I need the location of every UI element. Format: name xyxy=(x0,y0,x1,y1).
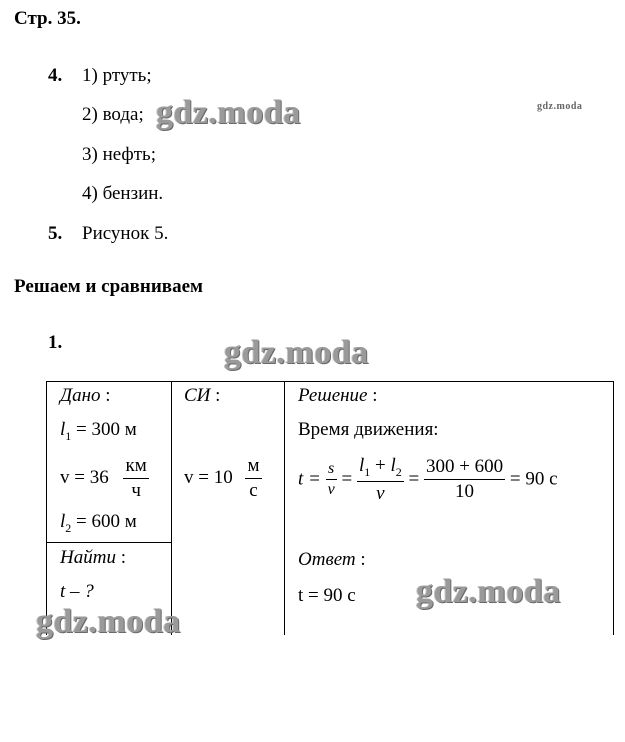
task-4-item-3: 3) нефть; xyxy=(82,144,156,165)
table-divider-horizontal xyxy=(46,542,172,543)
table-border-top xyxy=(46,381,614,382)
task-4-number: 4. xyxy=(48,65,63,86)
solution-formula: t = $\frac{s}{v}$ = $\frac{l_1 + l_2}{v}$ = $\frac{300 + 600}{10}$ = 90 с xyxy=(298,455,558,504)
watermark: gdz.moda xyxy=(36,603,181,640)
given-l2: $l_2 = 600$ м xyxy=(60,511,137,535)
table-divider-1 xyxy=(171,381,172,635)
task-4-item-2: 2) вода; xyxy=(82,104,144,125)
task-4-item-1: 1) ртуть; xyxy=(82,65,152,86)
table-border-right xyxy=(613,381,614,635)
watermark-small: gdz.moda xyxy=(537,101,583,112)
si-header: СИ : xyxy=(184,385,221,406)
find-question: t – ? xyxy=(60,581,94,602)
given-speed: v = 36 $\frac{км}{ч}$ xyxy=(60,455,147,501)
task-1-number: 1. xyxy=(48,332,63,353)
solution-header: Решение : xyxy=(298,385,378,406)
section-title: Решаем и сравниваем xyxy=(14,276,203,297)
answer-header: Ответ : xyxy=(298,549,366,570)
table-border-left xyxy=(46,381,47,635)
solution-line-1: Время движения: xyxy=(298,419,439,440)
watermark: gdz.moda xyxy=(416,573,561,610)
given-l1: $l_1 = 300$ м xyxy=(60,419,137,443)
page-label: Стр. 35. xyxy=(14,8,81,29)
task-4-item-4: 4) бензин. xyxy=(82,183,164,204)
given-header: Дано : xyxy=(60,385,111,406)
si-speed: v = 10 $\frac{м}{с}$ xyxy=(184,455,260,501)
task-5-number: 5. xyxy=(48,223,63,244)
table-divider-2 xyxy=(284,381,285,635)
answer-value: t = 90 с xyxy=(298,585,356,606)
watermark: gdz.moda xyxy=(224,334,369,371)
watermark: gdz.moda xyxy=(156,94,301,131)
task-5-text: Рисунок 5. xyxy=(82,223,169,244)
find-header: Найти : xyxy=(60,547,126,568)
